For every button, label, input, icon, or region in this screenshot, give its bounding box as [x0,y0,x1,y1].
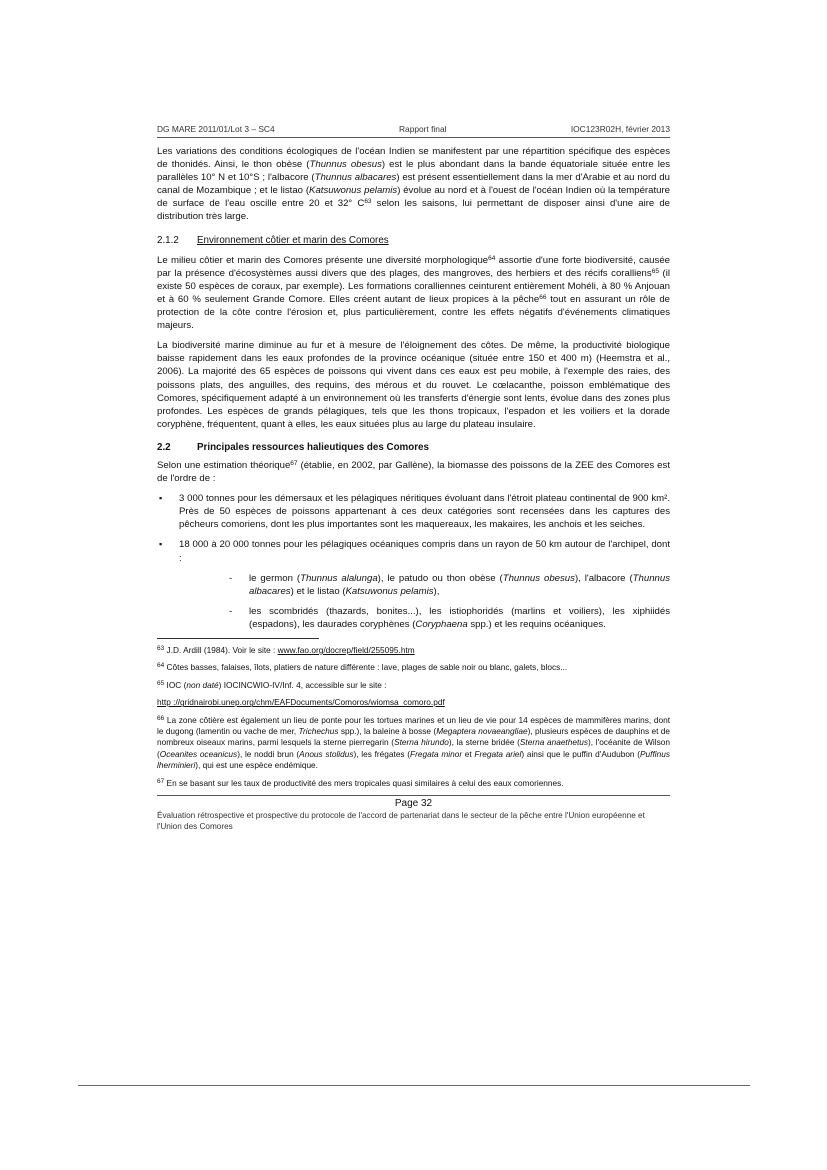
footnotes [157,645,670,789]
text-run: ), les frégates ( [353,748,411,759]
text-run: ), le noddi brun ( [237,748,300,759]
species-name: Thunnus albacares [314,172,397,184]
species-name: Puffinus lherminieri [157,748,670,771]
text-run: IOC ( [164,679,187,690]
species-name: Trichechus [298,726,339,737]
text-run: La zone côtière est également un lieu de ponte pour les tortues marines et un lieu de vie pour 14 espèces de mammifères marins, dont le dugong (lamentin ou vache de mer, [157,714,670,737]
text-run: ) IOCINCWIO-IV/Inf. 4, accessible sur le site : [218,679,387,690]
species-name: Sterna hirundo [394,737,449,748]
species-name: Thunnus obesus [309,159,382,171]
text-run: (il existe 50 espèces de coraux, par exemple). Les formations coralliennes ceinturent entièrement Mohéli, à 80 % Anjouan et à 60 % seulement Grande Comore. Elles créent autant de lieux propices à la pêche [157,267,671,305]
section-title: Environnement côtier et marin des Comores [197,234,389,246]
paragraph-coastal-environment [157,254,670,333]
page-header [157,124,670,138]
list-item: ▪ 3 000 tonnes pour les démersaux et les pélagiques néritiques évoluant dans l'étroit plateau continental de 900 km². Près de 50 espèces de poissons appartenant à ces deux catégories sont recensées dans les captures des pêcheurs comoriens, dont les plus importantes sont les maquereaux, les makaires, les anchois et les seiches. [157,492,670,531]
text-run: Le milieu côtier et marin des Comores présente une diversité morphologique [157,254,489,266]
species-name: Fregata ariel [474,748,522,759]
text-run: le germon ( [249,572,301,584]
document-body [157,145,670,631]
species-name: Megaptera novaeangliae [436,726,528,737]
text-run: les scombridés (thazards, bonites...), les istiophoridés (marlins et voiliers), les xiphiidés (espadons), les daurades coryphènes ( [249,605,670,630]
footnote-65 [157,680,670,709]
species-name: Fregata minor [410,748,463,759]
footnote-63 [157,645,670,656]
section-number: 2.2 [157,441,171,453]
footnote-number: 66 [157,714,165,722]
text-run: Selon une estimation théorique [157,459,291,471]
text-run: non daté [186,679,219,690]
text-run: En se basant sur les taux de productivité des mers tropicales quasi similaires à celui des eaux comoriennes. [164,777,564,788]
text-run: spp.), la baleine à bosse ( [338,726,437,737]
section-title: Principales ressources halieutiques des Comores [197,441,429,453]
footnote-ref[interactable]: 65 [651,267,659,275]
text-run: J.D. Ardill (1984). Voir le site : [164,645,278,655]
text-run: ) ainsi que le puffin d'Audubon ( [521,748,641,759]
footnote-64 [157,662,670,673]
text-run: (établie, en 2002, par Gallène), la biomasse des poissons de la ZEE des Comores est de l'ordre de : [157,459,670,485]
text-run: tout en assurant un rôle de protection de la côte contre l'érosion et, plus particulièrement, contre les effets négatifs d'événements climatiques majeurs. [157,293,670,332]
text-run: assortie d'une forte biodiversité, causée par la présence d'écosystèmes aussi divers que des plages, des mangroves, des herbiers et des récifs coralliens [157,254,670,279]
page-number: Page 32 [394,798,433,810]
footnote-link[interactable]: www.fao.org/docrep/field/255095.htm [277,645,415,655]
sublist-item [229,605,670,631]
species-name: Thunnus obesus [502,572,575,584]
footnote-66 [157,715,670,772]
document-page [157,124,670,832]
text-run: ), l'albacore ( [574,572,633,584]
section-heading-2-1-2 [157,234,670,247]
footer-separator [157,795,670,796]
text-run: spp.) et les requins océaniques. [467,618,606,630]
text-run: ), [433,585,440,597]
text-run: ) évolue au nord et à l'ouest de l'océan Indien où la température de surface de l'eau oscille entre 20 et 32° C [157,185,670,210]
text-run: ) est présent essentiellement dans la mer d'Arabie et au nord du canal de Mozambique ; et le listao ( [157,172,670,197]
species-name: Coryphaena [415,618,468,630]
footnote-number: 64 [157,662,165,670]
species-name: Katsuwonus pelamis [309,185,398,197]
text-run: selon les saisons, lui permettant de disposer ainsi d'une aire de distribution très large. [157,198,670,223]
footnote-ref[interactable]: 66 [539,293,547,301]
header-reference: DG MARE 2011/01/Lot 3 – SC4 [157,124,275,134]
footnote-ref[interactable]: 63 [364,198,372,206]
paragraph-biomass-estimate [157,459,670,485]
text-run: et [462,748,475,759]
footer-title: Évaluation rétrospective et prospective du protocole de l'accord de partenariat dans le secteur de la pêche entre l'Union européenne et l'Union des Comores [157,811,645,831]
text-run: Les variations des conditions écologiques de l'océan Indien se manifestent par une répartition spécifique des espèces de thonidés. Ainsi, le thon obèse ( [157,146,670,171]
species-name: Sterna anaethetus [519,737,589,748]
section-number: 2.1.2 [157,234,179,246]
text-run: 18 000 à 20 000 tonnes pour les pélagiques océaniques compris dans un rayon de 50 km autour de l'archipel, dont : [179,539,670,564]
text-run: ), qui est une espèce endémique. [195,760,318,771]
footnote-separator [157,638,319,639]
species-name: Thunnus alalunga [300,572,378,584]
text-run: ), la sterne bridée ( [448,737,520,748]
footnote-number: 63 [157,645,165,652]
bottom-divider [78,1085,750,1086]
footnote-number: 65 [157,679,165,687]
footnote-ref[interactable]: 64 [488,254,496,262]
paragraph-tuna-distribution [157,145,670,224]
list-item [157,538,670,631]
biomass-list [157,492,670,631]
footnote-67 [157,778,670,789]
species-name: Thunnus albacares [249,572,670,597]
paragraph-marine-biodiversity: La biodiversité marine diminue au fur et à mesure de l'éloignement des côtes. De même, la productivité biologique baisse rapidement dans les eaux profondes de la province océanique (située entre 150 et 400 m) (Heemstra et al., 2006). La majorité des 65 espèces de poissons qui vivent dans ces eaux est peu mobile, à l'exemple des raies, des poissons plats, des anguilles, des requins, des mérous et du rouvet. Le cœlacanthe, poisson emblématique des Comores, spécifiquement adapté à un environnement où les transferts d'énergie sont lents, évolue dans des zones plus profondes. Les espèces de grands pélagiques, tels que les thons tropicaux, l'espadon et les voiliers et la dorade coryphène, fréquentent, quant à elles, les eaux situées plus au large du plateau insulaire. [157,340,670,430]
text-run: ) et le listao ( [290,585,346,597]
text-run: ), plusieurs espèces de dauphins et de nombreux oiseaux marins, parmi lesquels la sterne pierregarin ( [157,726,671,748]
section-heading-2-2 [157,441,670,454]
footnote-link[interactable]: http ://gridnairobi.unep.org/chm/EAFDocuments/Comoros/wiomsa_comoro.pdf [157,697,445,708]
sublist-item [229,572,670,598]
header-report-type: Rapport final [398,124,447,134]
header-date: IOC123R02H, février 2013 [570,124,670,134]
species-name: Katsuwonus pelamis [345,585,434,597]
text-run: ) est le plus abondant dans la bande équatoriale située entre les parallèles 10° N et 10°S ; l'albacore ( [157,159,671,184]
text-run: ), l'océanite de Wilson ( [157,737,670,759]
pelagic-sublist [179,572,670,631]
text-run: Côtes basses, falaises, îlots, platiers de nature différente : lave, plages de sable noir ou blanc, galets, blocs... [164,662,568,673]
species-name: Oceanites oceanicus [159,748,238,759]
species-name: Anous stolidus [299,748,354,759]
footnote-number: 67 [157,777,165,785]
text-run: ), le patudo ou thon obèse ( [377,572,503,584]
footnote-ref[interactable]: 67 [290,459,298,467]
